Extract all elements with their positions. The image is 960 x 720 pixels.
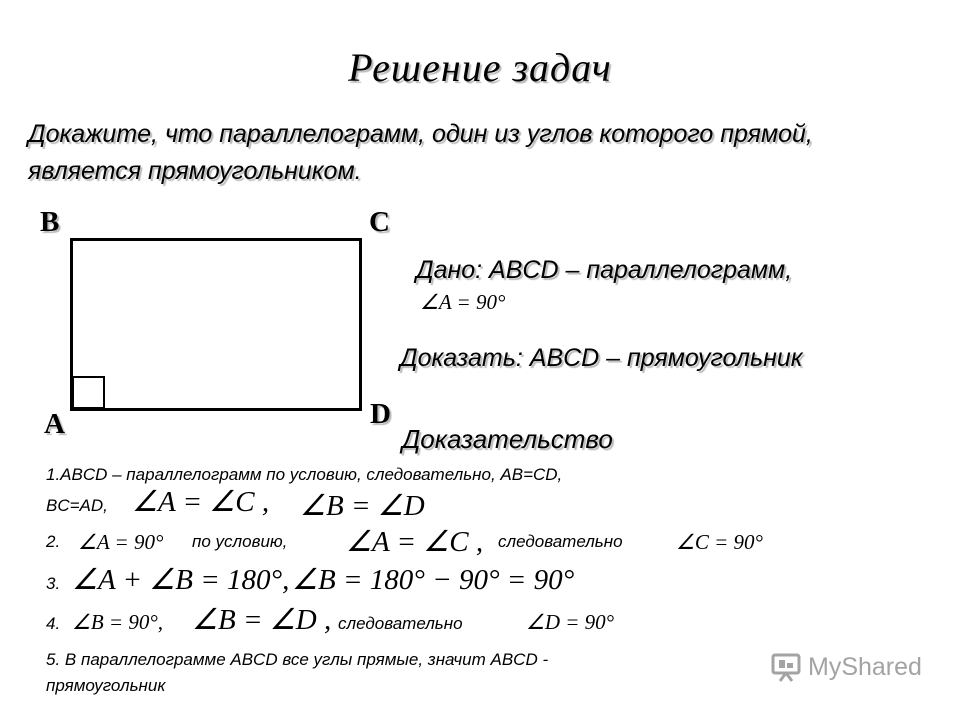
vertex-b-label: B xyxy=(40,206,60,238)
step-2-formula-a90: ∠A = 90° xyxy=(78,530,164,554)
given-statement: Дано: ABCD – параллелограмм, xyxy=(416,256,793,284)
vertex-d-label: D xyxy=(370,398,391,430)
rectangle-abcd xyxy=(70,238,362,411)
projector-screen-icon xyxy=(770,652,802,682)
step-4-formula-bd: ∠B = ∠D , xyxy=(192,604,332,636)
prove-statement: Доказать: ABCD – прямоугольник xyxy=(400,344,803,372)
step-4-number: 4. xyxy=(46,614,61,633)
step-3-formula-sum: ∠A + ∠B = 180°, xyxy=(72,564,290,596)
given-angle-formula: ∠A = 90° xyxy=(420,290,506,314)
vertex-c-label: C xyxy=(369,206,390,238)
step-1-formula-bd: ∠B = ∠D xyxy=(300,490,425,522)
step-4-formula-b90: ∠B = 90°, xyxy=(72,610,163,634)
step-2-formula-ac: ∠A = ∠C , xyxy=(346,526,484,558)
vertex-a-label: A xyxy=(44,408,65,440)
step-1-text-cont: BC=AD, xyxy=(46,496,108,515)
step-3-formula-b: ∠B = 180° − 90° = 90° xyxy=(292,564,575,596)
step-3-number: 3. xyxy=(46,574,61,593)
step-2-text-condition: по условию, xyxy=(192,532,288,551)
proof-heading: Доказательство xyxy=(402,424,613,454)
watermark-text: MyShared xyxy=(808,652,922,681)
watermark xyxy=(770,652,922,682)
step-2-text-therefore: следовательно xyxy=(498,532,623,551)
step-2-formula-c90: ∠C = 90° xyxy=(676,530,763,554)
page-title: Решение задач xyxy=(348,45,612,90)
step-4-formula-d90: ∠D = 90° xyxy=(526,610,615,634)
step-1-formula-ac: ∠A = ∠C , xyxy=(132,486,270,518)
step-4-text-therefore: следовательно xyxy=(338,614,463,633)
right-angle-mark xyxy=(72,376,105,409)
step-5-text-cont: прямоугольник xyxy=(46,676,166,695)
task-statement: Докажите, что параллелограмм, один из углов которого прямой, является прямоугольником. xyxy=(28,120,813,185)
step-1-text: 1.ABCD – параллелограмм по условию, следовательно, AB=CD, xyxy=(46,465,563,484)
step-5-text: 5. В параллелограмме ABCD все углы прямые, значит ABCD - xyxy=(46,650,549,669)
step-2-number: 2. xyxy=(46,532,61,551)
